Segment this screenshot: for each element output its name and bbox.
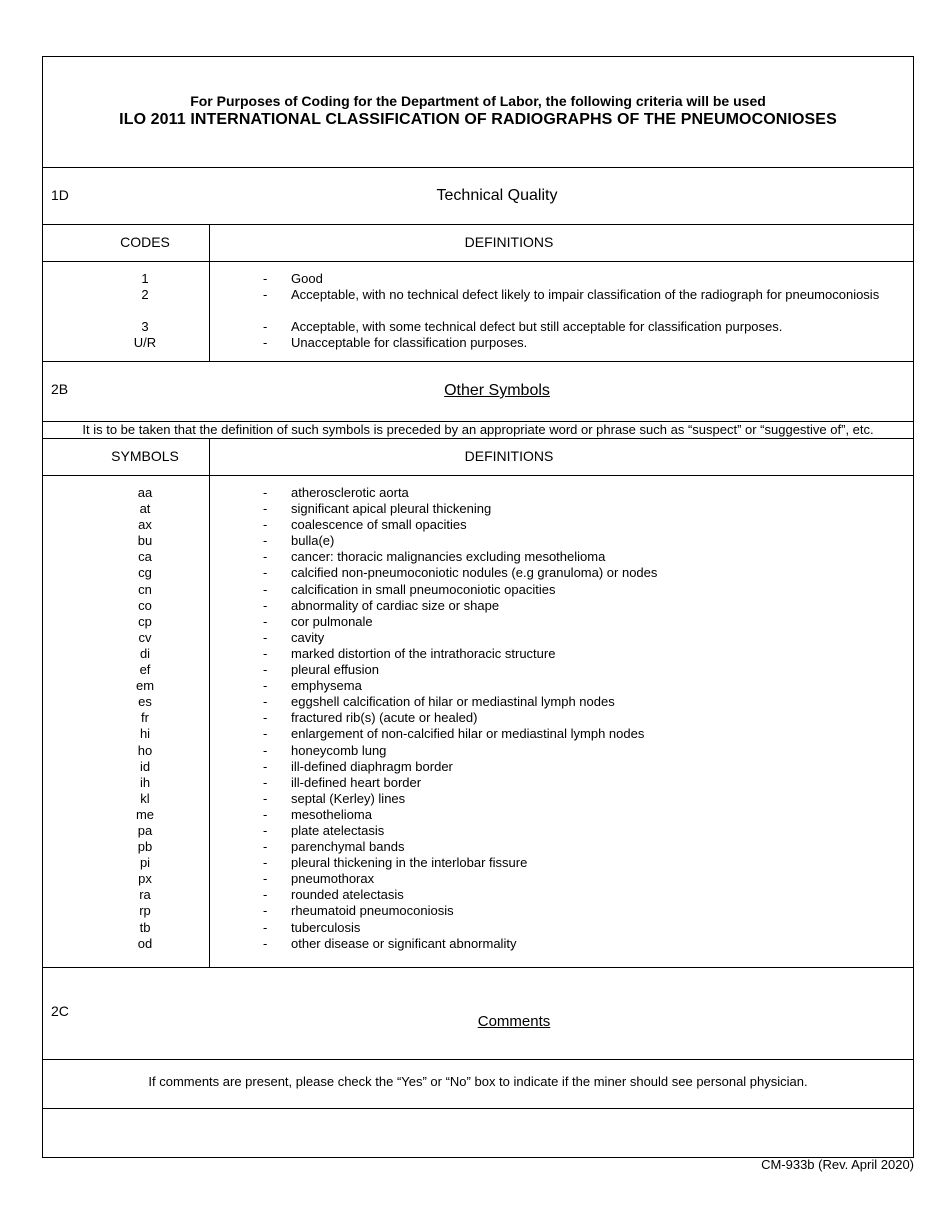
symbol-code: es — [138, 694, 152, 710]
dash: - — [263, 565, 268, 581]
column-header-symbols: SYMBOLS — [111, 448, 179, 464]
symbol-code: co — [138, 597, 152, 613]
dash: - — [263, 903, 268, 919]
dash: - — [263, 887, 268, 903]
symbol-code: cg — [138, 565, 152, 581]
symbol-code: tb — [139, 919, 151, 935]
dash: - — [263, 935, 268, 951]
divider — [43, 224, 913, 225]
symbol-code: aa — [137, 485, 153, 500]
symbol-code: ax — [138, 517, 152, 533]
definition-text: Acceptable, with some technical defect but still acceptable for classification purposes. — [291, 319, 783, 334]
symbol-code: me — [135, 806, 155, 822]
symbol-code: pi — [139, 855, 151, 871]
dash: - — [263, 517, 268, 533]
symbol-definition: other disease or significant abnormality — [291, 935, 517, 951]
symbol-definition: marked distortion of the intrathoracic structure — [291, 645, 556, 661]
dash: - — [263, 919, 268, 935]
divider — [43, 1059, 913, 1060]
symbol-code: ef — [139, 662, 151, 678]
header-title: ILO 2011 INTERNATIONAL CLASSIFICATION OF RADIOGRAPHS OF THE PNEUMOCONIOSES — [119, 111, 837, 128]
section-title-other-symbols: Other Symbols — [444, 382, 550, 399]
symbol-code: fr — [141, 710, 149, 726]
symbol-definition: pleural thickening in the interlobar fissure — [291, 855, 528, 871]
dash: - — [263, 710, 268, 726]
symbol-definition: cavity — [291, 629, 325, 645]
dash: - — [263, 335, 268, 350]
symbol-definition: rounded atelectasis — [291, 887, 404, 903]
symbol-definition: calcified non-pneumoconiotic nodules (e.g granuloma) or nodes — [291, 565, 658, 581]
symbol-definition: parenchymal bands — [291, 839, 405, 855]
symbol-code: id — [139, 758, 151, 774]
symbol-definition: septal (Kerley) lines — [291, 790, 406, 806]
dash: - — [263, 597, 268, 613]
column-header-definitions: DEFINITIONS — [464, 234, 554, 250]
dash: - — [263, 645, 268, 661]
symbol-code: di — [139, 645, 151, 661]
dash: - — [263, 485, 268, 500]
divider — [43, 261, 913, 262]
dash: - — [263, 774, 268, 790]
column-header-codes: CODES — [120, 234, 170, 250]
dash: - — [263, 806, 268, 822]
symbol-code: kl — [140, 790, 150, 806]
symbol-definition: mesothelioma — [291, 806, 372, 822]
dash: - — [263, 726, 268, 742]
divider — [43, 167, 913, 168]
symbol-definition: abnormality of cardiac size or shape — [291, 597, 500, 613]
comments-box[interactable] — [43, 1109, 913, 1157]
symbol-definition: rheumatoid pneumoconiosis — [291, 903, 454, 919]
codes-list — [43, 271, 247, 351]
dash: - — [263, 871, 268, 887]
dash: - — [263, 613, 268, 629]
comments-instruction: If comments are present, please check the “Yes” or “No” box to indicate if the miner should see personal physician. — [148, 1074, 808, 1089]
dash: - — [263, 694, 268, 710]
symbol-code: at — [139, 501, 151, 517]
dash: - — [263, 662, 268, 678]
section-title-comments: Comments — [477, 1013, 551, 1030]
section-code-2c: 2C — [51, 1003, 69, 1019]
symbol-code: px — [138, 871, 152, 887]
symbol-code: cp — [138, 613, 152, 629]
symbol-code: ca — [138, 549, 152, 565]
divider — [43, 361, 913, 362]
symbol-definition: cancer: thoracic malignancies excluding mesothelioma — [291, 549, 606, 565]
symbol-definition: eggshell calcification of hilar or mediastinal lymph nodes — [291, 694, 615, 710]
symbol-definition: honeycomb lung — [291, 742, 387, 758]
symbol-definition: pleural effusion — [291, 662, 379, 678]
symbol-code: ih — [139, 774, 151, 790]
dash: - — [263, 758, 268, 774]
code-value: 3 — [141, 319, 149, 334]
form-number: CM-933b (Rev. April 2020) — [761, 1157, 914, 1172]
symbol-definition: atherosclerotic aorta — [291, 485, 409, 500]
symbol-definition: tuberculosis — [291, 919, 361, 935]
symbol-definition: coalescence of small opacities — [291, 517, 467, 533]
symbol-code: cn — [138, 581, 152, 597]
symbol-code: pb — [137, 839, 153, 855]
dash: - — [263, 287, 268, 302]
symbol-definition: ill-defined diaphragm border — [291, 758, 453, 774]
dash: - — [263, 822, 268, 838]
dash: - — [263, 501, 268, 517]
divider — [43, 438, 913, 439]
symbol-definition: pneumothorax — [291, 871, 375, 887]
definition-text: Good — [291, 271, 323, 286]
code-value: 2 — [141, 287, 149, 302]
symbol-definition: plate atelectasis — [291, 822, 385, 838]
form-frame — [42, 56, 914, 1158]
dash: - — [263, 533, 268, 549]
symbol-definition: fractured rib(s) (acute or healed) — [291, 710, 478, 726]
symbol-code: ra — [139, 887, 151, 903]
symbol-definition: cor pulmonale — [291, 613, 373, 629]
symbol-code: od — [137, 935, 153, 951]
symbol-code: em — [135, 678, 155, 694]
code-value: 1 — [141, 271, 149, 286]
dash: - — [263, 742, 268, 758]
symbol-definition: ill-defined heart border — [291, 774, 422, 790]
symbol-definition: emphysema — [291, 678, 362, 694]
definition-text: Unacceptable for classification purposes. — [291, 335, 528, 350]
dash: - — [263, 581, 268, 597]
dash: - — [263, 790, 268, 806]
symbol-code: ho — [137, 742, 153, 758]
symbol-definition: bulla(e) — [291, 533, 335, 549]
symbol-code: cv — [138, 629, 152, 645]
symbol-code: bu — [137, 533, 153, 549]
dash: - — [263, 629, 268, 645]
divider — [43, 967, 913, 968]
code-value: U/R — [133, 335, 157, 350]
symbol-code: rp — [139, 903, 151, 919]
dash: - — [263, 839, 268, 855]
section-code-2b: 2B — [51, 381, 69, 397]
symbol-definition: calcification in small pneumoconiotic opacities — [291, 581, 556, 597]
header-subtitle: For Purposes of Coding for the Department of Labor, the following criteria will be used — [190, 93, 766, 109]
symbol-definition: significant apical pleural thickening — [291, 501, 492, 517]
dash: - — [263, 271, 268, 286]
dash: - — [263, 319, 268, 334]
section-title-technical-quality: Technical Quality — [436, 187, 558, 204]
dash: - — [263, 855, 268, 871]
symbol-code: hi — [139, 726, 151, 742]
dash: - — [263, 549, 268, 565]
symbol-definition: enlargement of non-calcified hilar or mediastinal lymph nodes — [291, 726, 645, 742]
symbols-note: It is to be taken that the definition of such symbols is preceded by an appropriate word or phrase such as “suspect” or “suggestive of”, etc. — [82, 422, 874, 437]
symbol-code: pa — [137, 822, 153, 838]
column-header-definitions: DEFINITIONS — [464, 448, 554, 464]
definition-text: Acceptable, with no technical defect likely to impair classification of the radiograph for pneumoconiosis — [291, 287, 880, 302]
dash: - — [263, 678, 268, 694]
divider — [43, 475, 913, 476]
symbols-list — [43, 485, 247, 952]
section-code-1d: 1D — [51, 187, 69, 203]
